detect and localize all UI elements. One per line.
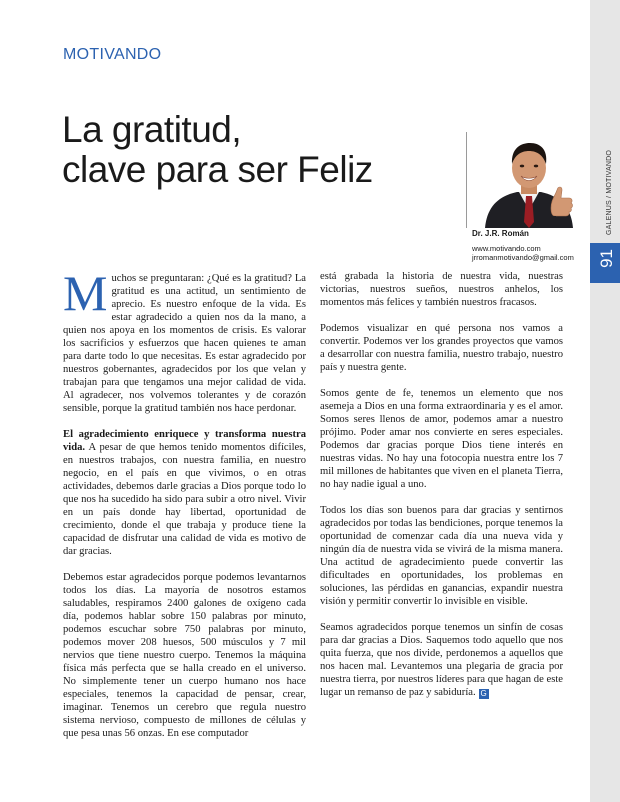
side-strip	[590, 0, 620, 802]
paragraph	[63, 428, 306, 558]
end-mark-icon: G	[480, 689, 487, 698]
page-number-box	[590, 243, 620, 283]
page-number: 91	[597, 249, 616, 268]
subheading: El agradecimiento enriquece y transforma nuestra vida.	[63, 429, 306, 453]
right-column	[320, 270, 563, 712]
author-website: www.motivando.com	[472, 244, 541, 253]
paragraph: Debemos estar agradecidos porque podemos levantarnos todos los días. La mayoría de nosotros estamos saludables, respiramos 2400 galones de oxígeno cada día, podemos hablar sobre 150 palabras por minuto, podemos escuchar sobre 750 palabras por minuto, podemos mover 208 huesos, 500 músculos y 7 mil nervios que tiene nuestro cuerpo. Tenemos la máquina física más perfecta que se halla creado en el universo. No simplemente tener un cuerpo humano nos hace especiales, tenemos la capacidad de pensar, crear, imaginar. Tenemos un cerebro que regula nuestro sistema nervioso, compuesto de millones de células y que pesa unas 56 onzas. En ese computador	[63, 572, 306, 739]
drop-cap: M	[63, 265, 108, 321]
paragraph-text: A pesar de que hemos tenido momentos difíciles, en nuestros trabajos, con nuestra familia, en nuestro negocio, en el país en que vivimos, o en otras actividades, debemos darle gracias a Dios porque todo lo que nos ha sucedido ha sido para subir a otro nivel. Vivir en un país donde hay libertad, oportunidad de crecimiento, donde el que trabaja y produce tiene la capacidad de disfrutar una calidad de vida es motivo de dar gracias.	[63, 442, 306, 557]
title-line-2: clave para ser Feliz	[62, 149, 373, 190]
paragraph: está grabada la historia de nuestra vida, nuestras victorias, nuestros sueños, nuestros anhelos, los momentos más felices y también nuestros fracasos.	[320, 271, 563, 308]
magazine-section-label: GALENUS / MOTIVANDO	[606, 150, 613, 235]
paragraph	[320, 621, 563, 699]
paragraph	[63, 265, 306, 415]
title-line-1: La gratitud,	[62, 109, 242, 150]
author-photo	[477, 136, 581, 228]
left-column	[63, 265, 306, 753]
paragraph: Podemos visualizar en qué persona nos vamos a convertir. Podemos ver los grandes proyectos que vamos a desarrollar con nuestra familia, nuestro trabajo, nuestro país y nuestra gente.	[320, 323, 563, 373]
paragraph-text: uchos se preguntaran: ¿Qué es la gratitud? La gratitud es una actitud, un sentimiento de aprecio. Es nuestro enfoque de la vida. Es estar agradecido a quien nos da la mano, a quien nos apoya en los momentos de crisis. Es valorar los sacrificios y esfuerzos que hacen quienes te aman para darte todo lo que necesitas. Es estar agradecido por nuestros gobernantes, agradecidos por los que velan y trabajan para que tengamos una mejor calidad de vida. Al agradecer, nos volvemos tolerantes y de corazón sensible, porque la gratitud también nos hace perdonar.	[63, 273, 306, 414]
paragraph-text: Seamos agradecidos porque tenemos un sinfín de cosas para dar gracias a Dios. Saquemos todo aquello que nos quita fuerza, que nos divide, perdonemos a aquellos que nos hacen mal. Levantemos una plegaria de gracia por nuestra tierra, por nuestros líderes para que hagan de este lugar un remanso de paz y sabiduría.	[320, 622, 563, 698]
paragraph: Todos los días son buenos para dar gracias y sentirnos agradecidos por todas las bendiciones, porque tenemos la oportunidad de comenzar cada día una nueva vida y ningún día de nuestra vida se vivirá de la misma manera. Una actitud de agradecimiento puede convertir las dificultades en oportunidades, los problemas en soluciones, las pérdidas en ganancias, expandir nuestra visión y permitir convertir lo invisible en visible.	[320, 505, 563, 607]
author-photo-box	[466, 132, 581, 228]
author-name: Dr. J.R. Román	[472, 229, 529, 238]
author-email: jrromanmotivando@gmail.com	[472, 253, 574, 262]
paragraph: Somos gente de fe, tenemos un elemento que nos asemeja a Dios en una forma extraordinaria y es el amor. Somos seres llenos de amor, podemos amar a nuestro prójimo. Poder amar nos convierte en seres especiales. Podemos dar gracias porque Dios tiene interés en nuestras vidas. No hay una fotocopia nuestra entre los 7 mil millones de habitantes que viven en el planeta Tierra, no hay nadie igual a uno.	[320, 388, 563, 490]
article-title	[62, 110, 373, 190]
section-label: MOTIVANDO	[63, 46, 162, 63]
